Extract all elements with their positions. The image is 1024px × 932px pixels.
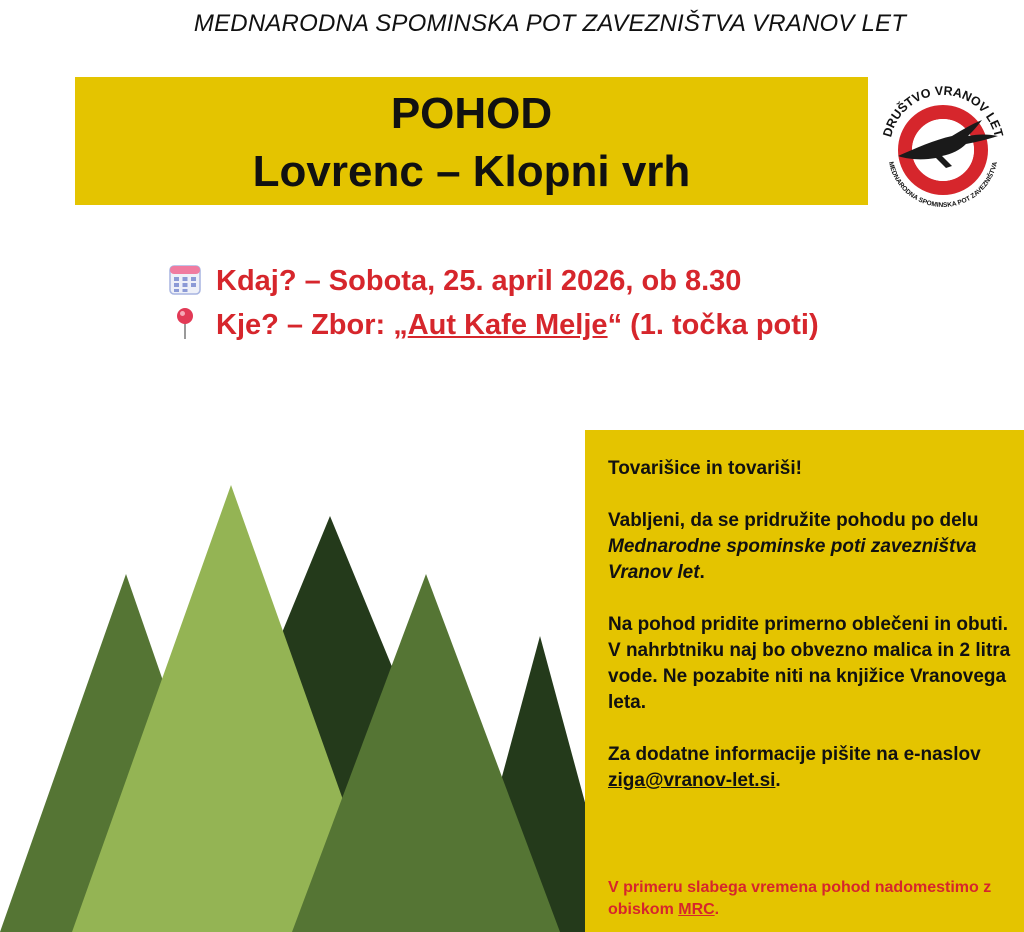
pushpin-icon xyxy=(168,306,202,340)
contact-text xyxy=(608,742,1013,794)
invitation-end: . xyxy=(699,562,705,583)
banner-title: POHOD xyxy=(390,89,553,138)
title-banner xyxy=(75,77,868,205)
location-suffix: “ (1. točka poti) xyxy=(607,309,819,341)
logo-text-top: DRUŠTVO VRANOV LET xyxy=(880,83,1006,139)
greeting: Tovarišice in tovariši! xyxy=(608,458,802,479)
info-box xyxy=(585,430,1024,932)
contact-start: Za dodatne informacije pišite na e-naslov xyxy=(608,744,981,765)
invitation-start: Vabljeni, da se pridružite pohodu po delu xyxy=(608,510,979,531)
location-prefix: Kje? – Zbor: „ xyxy=(216,309,408,341)
logo-text-bottom: MEDNARODNA SPOMINSKA POT ZAVEZNIŠTVA xyxy=(886,161,1000,210)
weather-start: V primeru slabega vremena pohod nadomestimo z obiskom xyxy=(608,879,992,918)
email-link[interactable]: ziga@vranov-let.si xyxy=(608,770,776,791)
instructions-text: Na pohod pridite primerno oblečeni in obuti. V nahrbtniku naj bo obvezno malica in 2 litra vode. Ne pozabite niti na knjižice Vranovega leta. xyxy=(608,614,1011,713)
weather-end: . xyxy=(714,901,720,918)
calendar-icon xyxy=(168,262,202,296)
meeting-place-link[interactable]: Aut Kafe Melje xyxy=(407,309,608,341)
event-location xyxy=(168,306,819,342)
event-date-text: Kdaj? – Sobota, 25. april 2026, ob 8.30 xyxy=(216,265,742,297)
weather-note xyxy=(608,877,1013,921)
mountains-illustration xyxy=(0,470,600,932)
contact-end: . xyxy=(775,770,781,791)
page-heading: MEDNARODNA SPOMINSKA POT ZAVEZNIŠTVA VRANOV LET xyxy=(193,10,907,37)
raven-logo xyxy=(876,78,1010,212)
mrc-link[interactable]: MRC xyxy=(678,901,715,918)
invitation-text xyxy=(608,508,1013,586)
banner-subtitle: Lovrenc – Klopni vrh xyxy=(252,147,691,196)
trail-name: Mednarodne spominske poti zavezništva Vranov let xyxy=(608,536,977,583)
event-date xyxy=(168,262,741,298)
